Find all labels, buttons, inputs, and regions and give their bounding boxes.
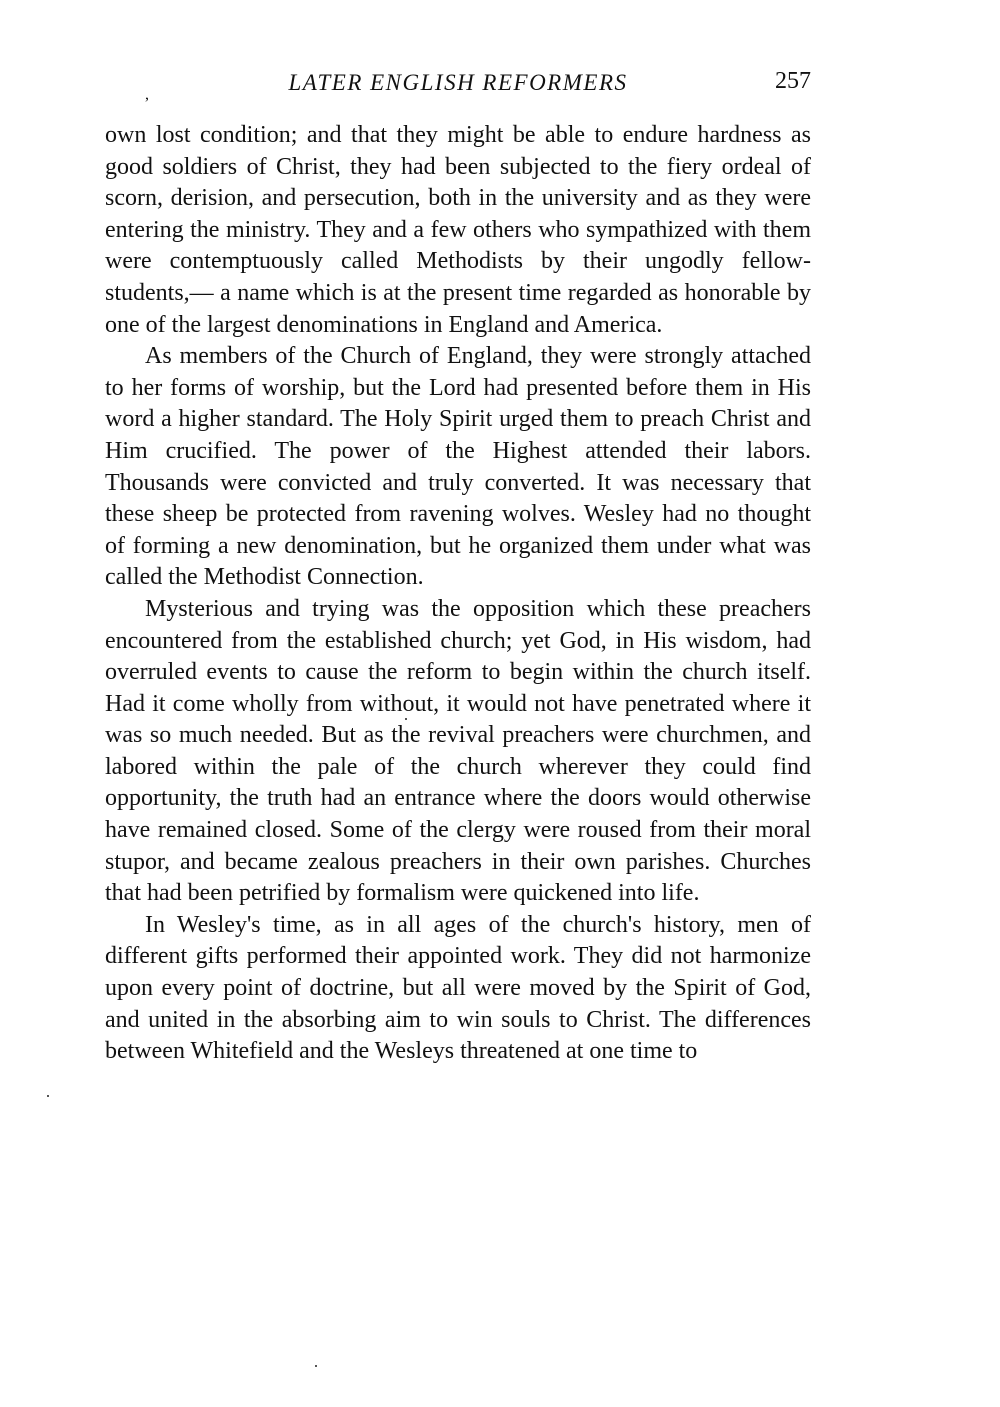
scan-speck xyxy=(315,1365,317,1367)
stray-mark: , xyxy=(145,86,149,103)
running-title: LATER ENGLISH REFORMERS xyxy=(288,70,628,95)
scan-speck xyxy=(405,718,407,720)
paragraph-3: Mysterious and trying was the opposition which these preachers encountered from the established church; yet God, in His wisdom, had overruled events to cause the reform to begin within the church itself. Had it come wholly from without, it would not have penetrated where it was so much needed. But as the revival preachers were churchmen, and labored within the pale of the church wherever they could find opportunity, the truth had an entrance where the doors would otherwise have remained closed. Some of the clergy were roused from their moral stupor, and became zealous preachers in their own parishes. Churches that had been petrified by formalism were quickened into life. xyxy=(105,595,811,907)
paragraph-4: In Wesley's time, as in all ages of the church's history, men of different gifts performed their appointed work. They did not harmonize upon every point of doctrine, but all were moved by the Spirit of God, and united in the absorbing aim to win souls to Christ. The differences between Whitefield and the Wesleys threatened at one time to xyxy=(105,911,811,1065)
body-text xyxy=(105,120,811,1068)
scan-speck xyxy=(47,1095,49,1097)
paragraph-2: As members of the Church of England, they were strongly attached to her forms of worship, but the Lord had presented before them in His word a higher standard. The Holy Spirit urged them to preach Christ and Him crucified. The power of the Highest attended their labors. Thousands were convicted and truly converted. It was necessary that these sheep be protected from ravening wolves. Wesley had no thought of forming a new denomination, but he organized them under what was called the Methodist Connection. xyxy=(105,343,811,591)
paragraph-1: own lost condition; and that they might be able to endure hardness as good soldiers of Christ, they had been subjected to the fiery ordeal of scorn, derision, and persecution, both in the university and as they were entering the ministry. They and a few others who sympathized with them were contemptuously called Methodists by their ungodly fellow-students,— a name which is at the present time regarded as honorable by one of the largest denominations in England and America. xyxy=(105,122,811,338)
page-number: 257 xyxy=(775,68,811,94)
page-header xyxy=(105,68,811,104)
